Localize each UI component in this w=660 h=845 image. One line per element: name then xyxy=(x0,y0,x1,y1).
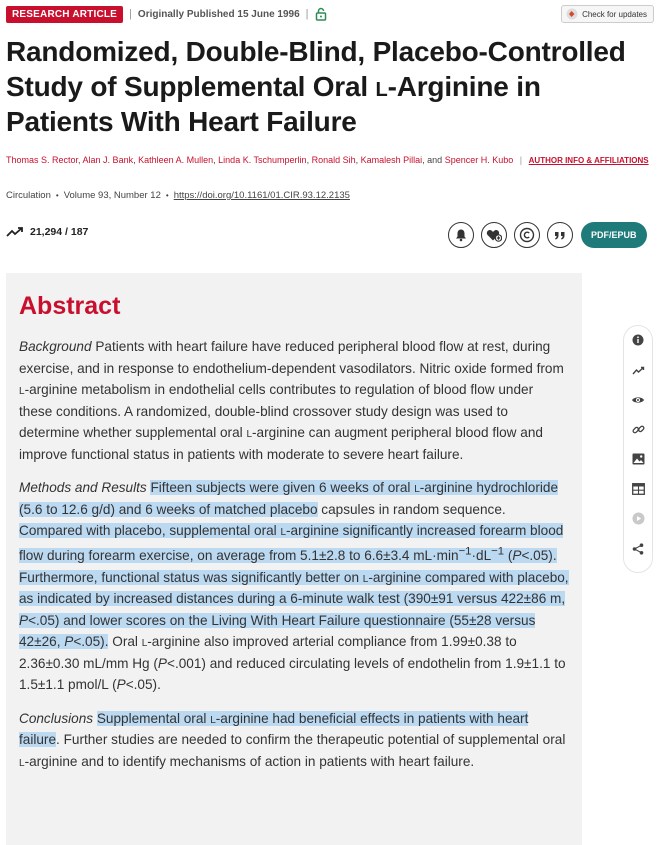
link-icon xyxy=(632,423,645,436)
author-link[interactable]: Thomas S. Rector xyxy=(6,155,79,165)
methods-text: Oral xyxy=(108,634,142,650)
conclusions-text: -arginine and to identify mechanisms of action in patients with heart failure. xyxy=(24,753,475,769)
conclusions-label: Conclusions xyxy=(19,710,94,726)
abstract-background xyxy=(19,336,569,465)
conclusions-text: -arginine had beneficial effects in patients with heart failure xyxy=(19,710,529,748)
sc-l: l xyxy=(141,634,148,650)
share-link-button[interactable] xyxy=(631,423,645,436)
check-for-updates-button[interactable] xyxy=(561,5,654,23)
author-link[interactable]: Kamalesh Pillai xyxy=(360,155,423,165)
background-label: Background xyxy=(19,339,92,354)
author-list: Thomas S. Rector, Alan J. Bank, Kathleen A. Mullen, Linda K. Tschumperlin, Ronald Sih, Kamalesh Pillai, and Spencer H. Kubo | AUTHOR INFO & AFFILIATIONS xyxy=(6,155,649,165)
background-text: Patients with heart failure have reduced peripheral blood flow at rest, during exercise, and in response to endothelium-dependent vasodilators. Nitric oxide formed from xyxy=(19,339,564,376)
methods-text: ·dL xyxy=(471,548,492,564)
title-text: Randomized, Double-Blind, Placebo-Controlled Study of Supplemental Oral xyxy=(6,36,626,102)
sc-l: l xyxy=(414,480,420,495)
bell-icon xyxy=(454,228,468,242)
copyright-icon xyxy=(519,227,535,243)
journal-name: Circulation xyxy=(6,190,51,201)
eye-icon xyxy=(631,395,645,405)
p-value: P xyxy=(157,655,167,671)
favorite-button[interactable] xyxy=(481,222,507,248)
methods-text: ( xyxy=(504,548,513,564)
sc-l: l xyxy=(362,569,369,585)
tool-rail xyxy=(623,325,653,573)
methods-text: <.05). xyxy=(73,634,109,650)
methods-label: Methods and Results xyxy=(19,480,147,495)
sc-l: l xyxy=(19,382,25,397)
image-icon xyxy=(632,453,645,465)
superscript: −1 xyxy=(458,545,472,558)
abstract-heading: Abstract xyxy=(19,292,121,320)
media-button[interactable] xyxy=(631,512,645,525)
bullet: • xyxy=(165,191,169,200)
quote-icon xyxy=(553,229,567,241)
article-actions xyxy=(448,222,647,248)
sc-l: l xyxy=(246,425,253,440)
article-title xyxy=(6,34,646,139)
authors-and: and xyxy=(427,155,443,165)
background-text-3: -arginine can augment peripheral blood flow and improve functional status in patients with moderate to severe heart failure. xyxy=(19,425,543,462)
divider: | xyxy=(519,155,523,165)
author-link[interactable]: Kathleen A. Mullen xyxy=(138,155,214,165)
sc-l: l xyxy=(210,710,216,726)
conclusions-text: . Further studies are needed to confirm the therapeutic potential of supplemental oral xyxy=(56,732,566,748)
cite-button[interactable] xyxy=(547,222,573,248)
article-type-badge: RESEARCH ARTICLE xyxy=(6,6,123,23)
published-date: Originally Published 15 June 1996 xyxy=(137,8,300,20)
methods-text: <.05) and lower scores on the Living With Heart Failure questionnaire (55±28 versus 42±26, xyxy=(19,612,536,650)
abstract-methods xyxy=(19,477,569,696)
author-info-link[interactable]: AUTHOR INFO & AFFILIATIONS xyxy=(528,156,649,165)
methods-text: <.001) and reduced circulating levels of endothelin from 1.9±1.1 to 1.5±1.1 pmol/L ( xyxy=(19,655,566,693)
author-link[interactable]: Alan J. Bank xyxy=(82,155,134,165)
abstract-conclusions xyxy=(19,708,569,773)
author-link[interactable]: Spencer H. Kubo xyxy=(444,155,514,165)
metrics-count: 21,294 / 187 xyxy=(30,226,89,238)
trending-icon xyxy=(6,226,24,238)
methods-text: <.05). Furthermore, functional status was significantly better on xyxy=(19,548,557,585)
author-link[interactable]: Linda K. Tschumperlin xyxy=(218,155,307,165)
alerts-button[interactable] xyxy=(448,222,474,248)
open-access-lock-icon xyxy=(315,7,329,21)
play-icon xyxy=(632,512,645,525)
share-icon xyxy=(632,543,644,555)
metrics-button[interactable] xyxy=(631,364,645,377)
permissions-button[interactable] xyxy=(514,222,540,248)
info-button[interactable] xyxy=(631,334,645,347)
pdf-epub-button[interactable]: PDF/EPUB xyxy=(581,222,647,248)
volume-issue: Volume 93, Number 12 xyxy=(63,190,161,201)
abstract-section xyxy=(6,273,582,845)
table-icon xyxy=(632,483,645,495)
title-smallcaps: l xyxy=(375,71,388,102)
crossmark-icon xyxy=(566,8,578,20)
article-topbar xyxy=(6,4,654,24)
trending-icon xyxy=(632,366,645,375)
p-value: P xyxy=(116,677,126,693)
info-icon xyxy=(632,334,644,346)
highlight xyxy=(19,523,569,649)
methods-text: Compared with placebo, supplemental oral xyxy=(19,523,281,538)
bullet: • xyxy=(55,191,59,200)
p-value: P xyxy=(19,612,29,628)
article-metrics[interactable] xyxy=(6,226,88,238)
doi-link[interactable]: https://doi.org/10.1161/01.CIR.93.12.2135 xyxy=(173,190,350,201)
check-for-updates-label: Check for updates xyxy=(582,9,647,19)
methods-text: -arginine significantly increased forearm blood flow during forearm exercise, on average from 5.1±2.8 to 6.6±3.4 mL·min xyxy=(19,523,564,564)
view-button[interactable] xyxy=(631,393,645,406)
background-text-2: -arginine metabolism in endothelial cells contributes to regulation of blood flow under these conditions. A randomized, double-blind crossover study design was used to determine whether supplemental oral xyxy=(19,382,534,440)
divider: | xyxy=(305,8,309,20)
methods-text: <.05). xyxy=(125,677,161,693)
methods-text: Fifteen subjects were given 6 weeks of oral xyxy=(150,480,415,495)
sc-l: l xyxy=(280,523,287,538)
share-button[interactable] xyxy=(631,542,645,555)
methods-text: -arginine also improved arterial compliance from 1.99±0.38 to 2.36±0.30 mL/mm Hg ( xyxy=(19,634,517,671)
sc-l: l xyxy=(19,753,25,769)
conclusions-text: Supplemental oral xyxy=(96,710,211,726)
author-link[interactable]: Ronald Sih xyxy=(311,155,356,165)
superscript: −1 xyxy=(491,545,505,558)
divider: | xyxy=(129,8,132,20)
methods-text: -arginine compared with placebo, as indicated by increased distances during a 6-minute walk test (390±91 versus 422±86 m, xyxy=(19,569,569,607)
p-value: P xyxy=(512,548,522,564)
tables-button[interactable] xyxy=(631,483,645,496)
citation-meta xyxy=(6,190,350,201)
p-value: P xyxy=(64,634,74,650)
methods-text: capsules in random sequence. xyxy=(317,501,506,517)
figures-button[interactable] xyxy=(631,453,645,466)
methods-text: -arginine hydrochloride (5.6 to 12.6 g/d) and 6 weeks of matched placebo xyxy=(19,480,559,517)
heart-plus-icon xyxy=(486,228,502,242)
title-text-end: -Arginine in Patients With Heart Failure xyxy=(6,71,541,137)
